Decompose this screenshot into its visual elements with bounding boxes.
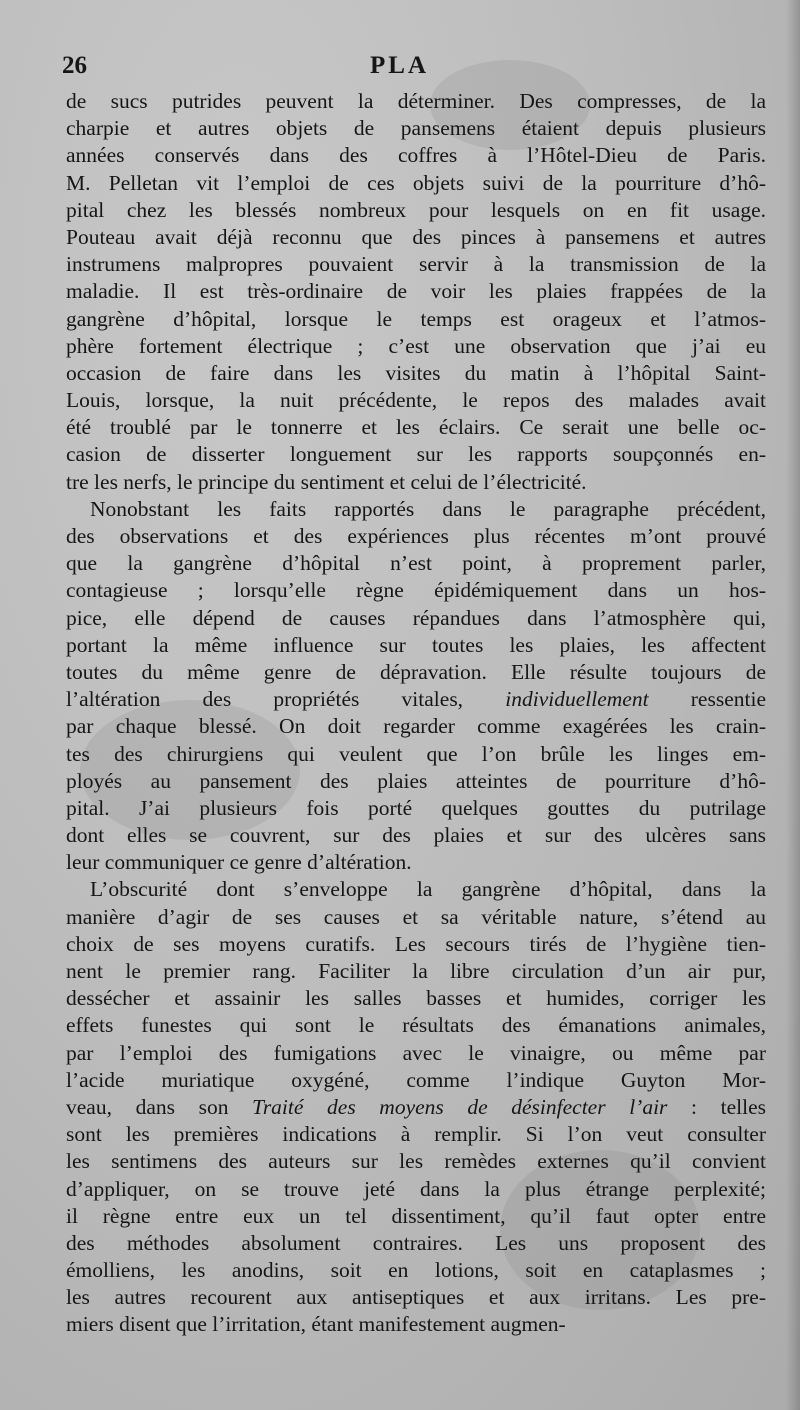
text-line-content: pital. J’ai plusieurs fois porté quelques gouttes du putrilage [66,795,766,820]
text-line-continuation: : telles [667,1094,766,1119]
text-line-continuation: ressentie [648,687,766,712]
page-header [62,52,762,86]
text-line [66,904,766,931]
text-line [66,496,766,523]
text-line-content: les sentimens des auteurs sur les remèdes externes qu’il convient [66,1149,766,1174]
text-line-content: par l’emploi des fumigations avec le vinaigre, ou même par [66,1040,766,1065]
text-line [66,1148,766,1175]
text-line-content: contagieuse ; lorsqu’elle règne épidémiquement dans un hos- [66,578,766,603]
text-line-content: pital chez les blessés nombreux pour lesquels on en fit usage. [66,197,766,222]
text-line-content: leur communiquer ce genre d’altération. [66,850,412,875]
text-line-content: des observations et des expériences plus récentes m’ont prouvé [66,524,766,548]
text-line-content: veau, dans son [66,1094,253,1119]
text-line [66,306,766,333]
text-line [66,469,766,496]
text-line [66,1203,766,1230]
text-line-content: les autres recourent aux antiseptiques et aux irritans. Les pre- [66,1285,766,1310]
text-line-content: ployés au pansement des plaies atteintes de pourriture d’hô- [66,768,766,793]
text-line [66,1012,766,1039]
text-line-content: des méthodes absolument contraires. Les uns proposent des [66,1230,766,1255]
text-line-content: portant la même influence sur toutes les plaies, les affectent [66,632,766,657]
text-line-content: dont elles se couvrent, sur des plaies et sur des ulcères sans [66,823,766,848]
text-line [66,713,766,740]
text-line [66,387,766,414]
text-line-content: nent le premier rang. Faciliter la libre circulation d’un air pur, [66,959,766,983]
text-line [66,768,766,795]
text-line-content: sont les premières indications à remplir. Si l’on veut consulter [66,1122,766,1147]
text-line [66,1094,766,1121]
text-line [66,88,766,115]
text-line-content: toutes du même genre de dépravation. Elle résulte toujours de [66,659,766,684]
text-line [66,1067,766,1094]
text-line [66,523,766,550]
text-line-content: dessécher et assainir les salles basses et humides, corriger les [66,986,766,1011]
text-line [66,1176,766,1203]
text-line [66,958,766,985]
text-line-content: que la gangrène d’hôpital n’est point, à proprement parler, [66,551,766,576]
text-line [66,659,766,686]
text-line [66,632,766,659]
text-line-content: casion de disserter longuement sur les rapports soupçonnés en- [66,442,766,467]
page-edge-shadow [786,0,800,1410]
page-number: 26 [62,52,87,79]
text-line [66,1121,766,1148]
text-line [66,1257,766,1284]
text-line-content: Pouteau avait déjà reconnu que des pinces à pansemens et autres [66,224,766,249]
running-head: PLA [370,52,429,79]
text-line [66,876,766,903]
text-line [66,577,766,604]
text-line [66,441,766,468]
text-line [66,1311,766,1338]
text-line [66,142,766,169]
text-line-content: il règne entre eux un tel dissentiment, qu’il faut opter entre [66,1203,766,1228]
text-line [66,414,766,441]
text-line [66,985,766,1012]
text-line-content: par chaque blessé. On doit regarder comme exagérées les crain- [66,714,766,739]
text-line-content: effets funestes qui sont le résultats des émanations animales, [66,1013,766,1038]
text-line [66,251,766,278]
body-text [66,88,766,1339]
text-line-content: phère fortement électrique ; c’est une observation que j’ai eu [66,333,766,358]
text-line [66,931,766,958]
text-line [66,822,766,849]
text-line-content: maladie. Il est très-ordinaire de voir les plaies frappées de la [66,279,766,304]
text-line-content: L’obscurité dont s’enveloppe la gangrène d’hôpital, dans la [90,877,766,902]
text-line-content: années conservés dans des coffres à l’Hôtel-Dieu de Paris. [66,143,766,168]
text-line-content: de sucs putrides peuvent la déterminer. Des compresses, de la [66,89,766,113]
text-line-content: instrumens malpropres pouvaient servir à la transmission de la [66,252,766,277]
text-line [66,1284,766,1311]
text-line [66,333,766,360]
text-line [66,550,766,577]
text-line-content: Louis, lorsque, la nuit précédente, le repos des malades avait [66,388,766,413]
italic-phrase: individuellement [505,687,649,712]
text-line-content: Nonobstant les faits rapportés dans le paragraphe précédent, [90,496,766,521]
text-line [66,686,766,713]
text-line-content: émolliens, les anodins, soit en lotions, soit en cataplasmes ; [66,1258,766,1283]
text-line-content: pice, elle dépend de causes répandues dans l’atmosphère qui, [66,605,766,630]
text-line-content: d’appliquer, on se trouve jeté dans la plus étrange perplexité; [66,1176,766,1201]
text-line-content: tes des chirurgiens qui veulent que l’on brûle les linges em- [66,741,766,766]
text-line [66,605,766,632]
italic-phrase: Traité des moyens de désinfecter l’air [252,1094,668,1119]
text-line-content: charpie et autres objets de pansemens étaient depuis plusieurs [66,116,766,141]
text-line-content: miers disent que l’irritation, étant manifestement augmen- [66,1312,566,1337]
text-line-content: été troublé par le tonnerre et les éclairs. Ce serait une belle oc- [66,415,766,440]
text-line [66,795,766,822]
text-line [66,1040,766,1067]
text-line-content: manière d’agir de ses causes et sa véritable nature, s’étend au [66,904,766,929]
text-line [66,741,766,768]
text-line [66,360,766,387]
text-line-content: gangrène d’hôpital, lorsque le temps est orageux et l’atmos- [66,306,766,331]
text-line-content: choix de ses moyens curatifs. Les secours tirés de l’hygiène tien- [66,931,766,956]
text-line [66,224,766,251]
text-line-content: l’altération des propriétés vitales, [66,687,506,712]
text-line [66,197,766,224]
text-line [66,115,766,142]
text-line [66,170,766,197]
text-line [66,849,766,876]
text-line-content: l’acide muriatique oxygéné, comme l’indique Guyton Mor- [66,1067,766,1092]
text-line-content: tre les nerfs, le principe du sentiment et celui de l’électricité. [66,469,587,494]
text-line-content: occasion de faire dans les visites du matin à l’hôpital Saint- [66,360,766,385]
text-line [66,278,766,305]
text-line-content: M. Pelletan vit l’emploi de ces objets suivi de la pourriture d’hô- [66,170,766,195]
text-line [66,1230,766,1257]
